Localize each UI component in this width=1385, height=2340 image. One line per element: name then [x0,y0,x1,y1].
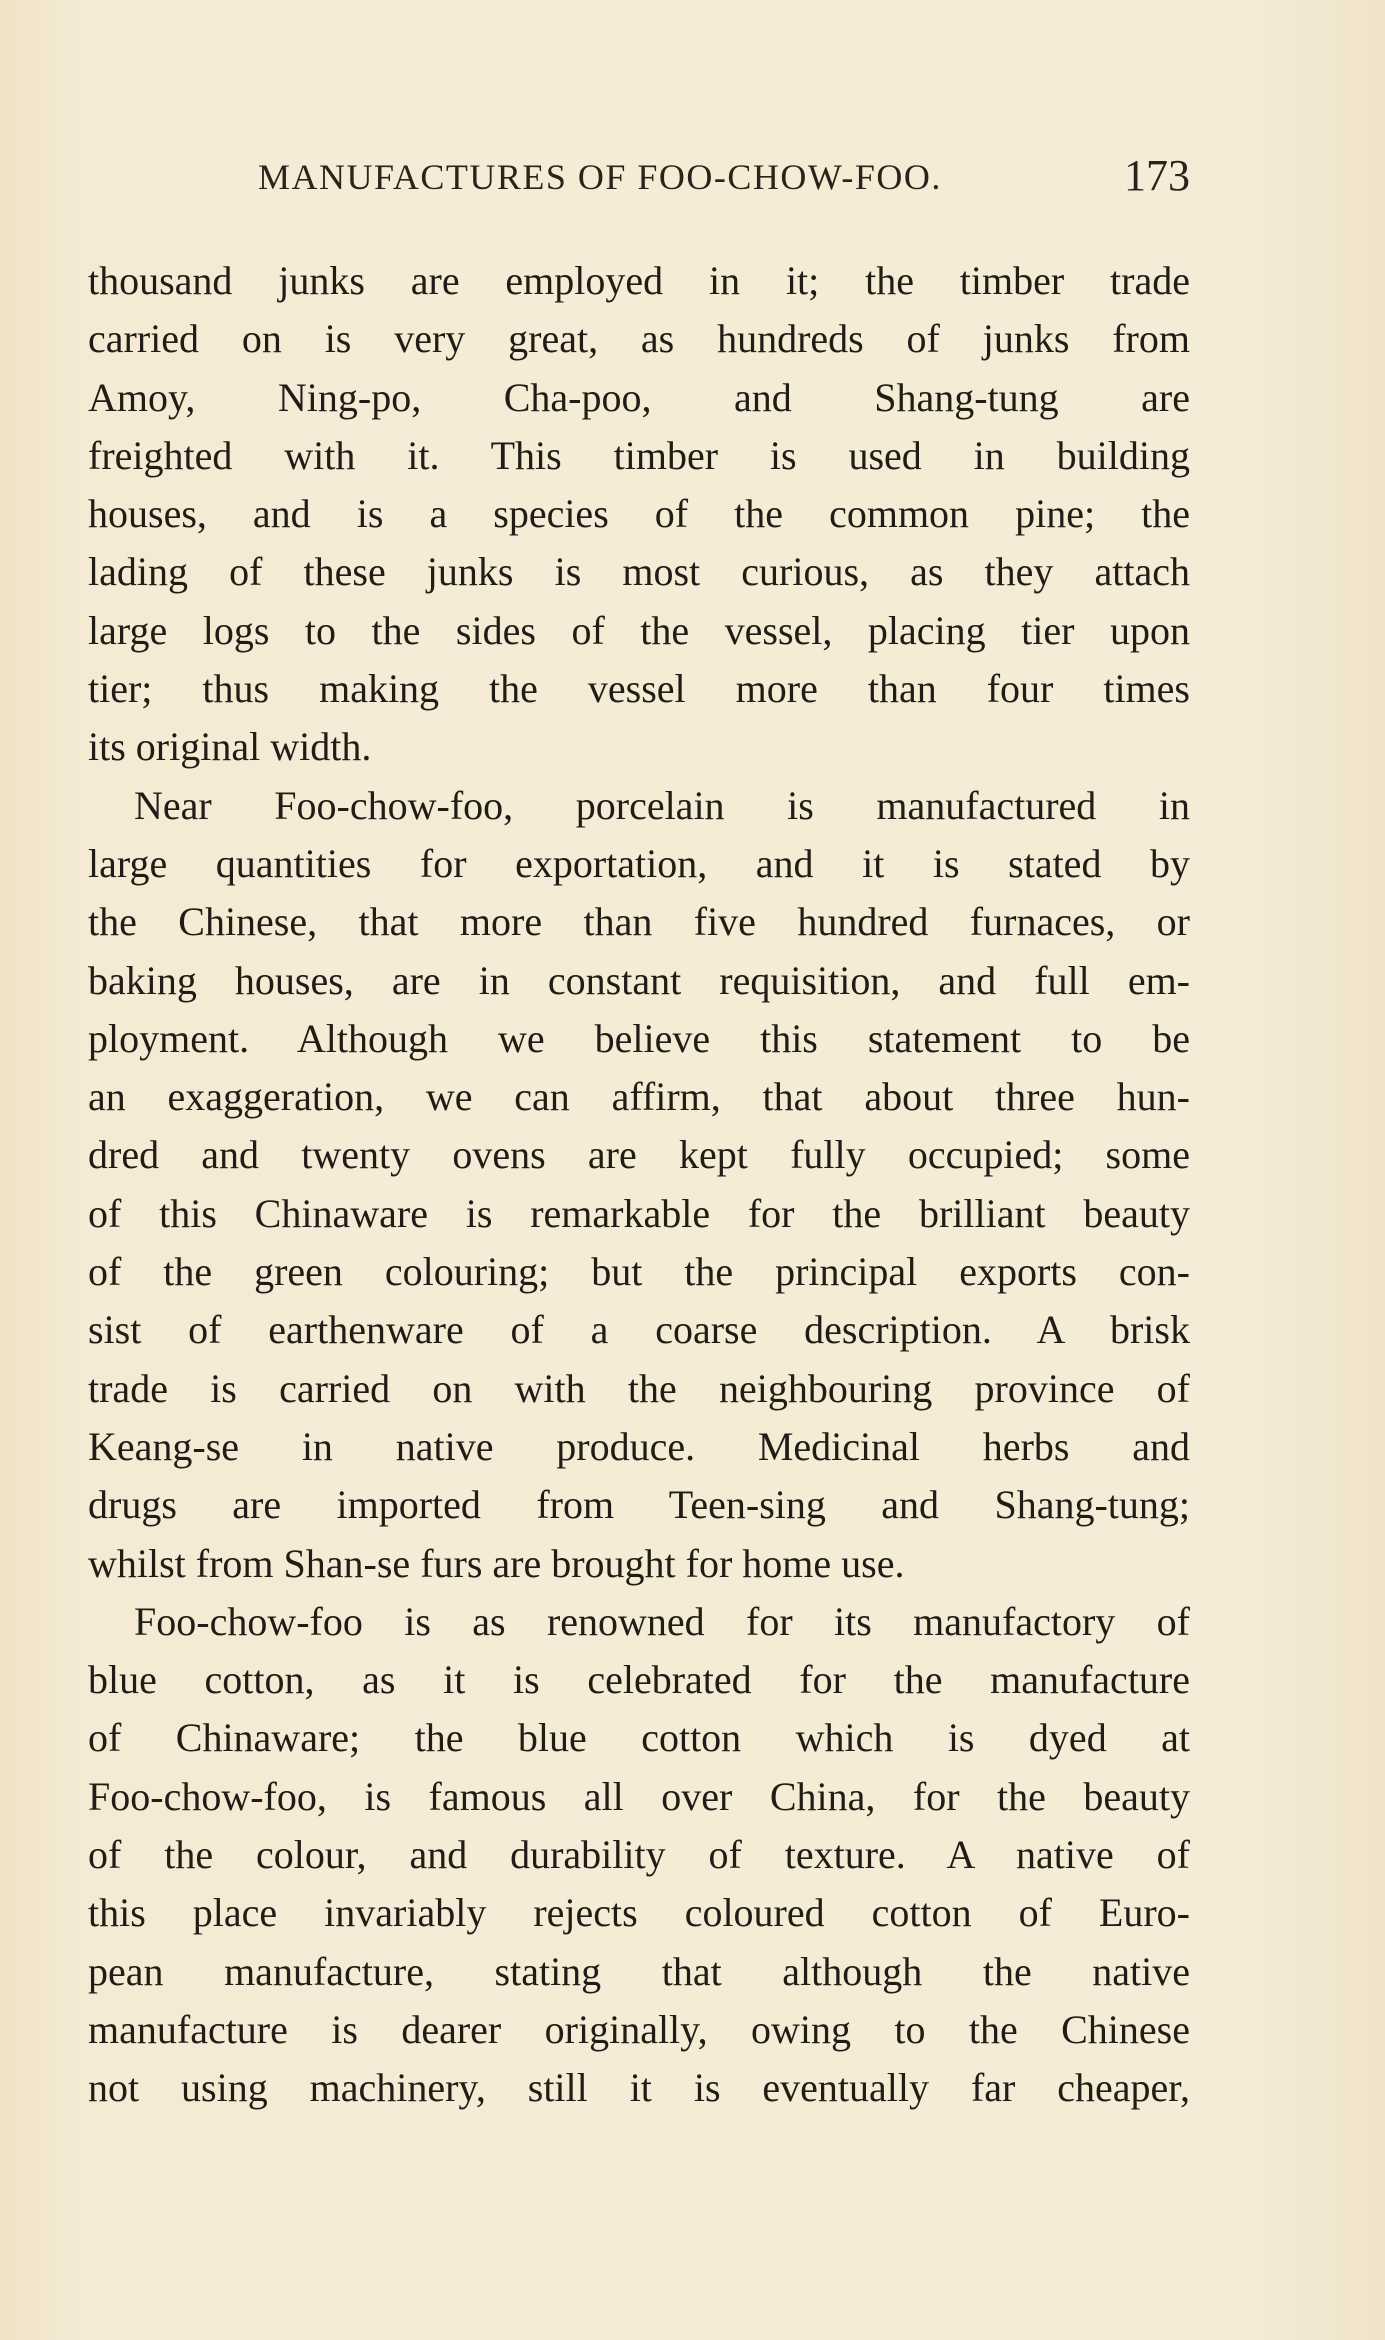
running-head [88,150,1190,200]
text-line: not using machinery, still it is eventually far cheaper, [88,2065,1190,2111]
text-line: large quantities for exportation, and it is stated by [88,840,1190,886]
text-line: of the green colouring; but the principal exports con- [88,1249,1190,1295]
text-line: baking houses, are in constant requisition, and full em- [88,957,1190,1003]
text-line: tier; thus making the vessel more than four times [88,666,1190,712]
text-line: drugs are imported from Teen-sing and Shang-tung; [88,1482,1190,1528]
text-line: this place invariably rejects coloured cotton of Euro- [88,1890,1190,1936]
text-line: manufacture is dearer originally, owing to the Chinese [88,2006,1190,2052]
text-line: houses, and is a species of the common pine; the [88,491,1190,537]
running-title: MANUFACTURES OF FOO-CHOW-FOO. [258,157,942,197]
text-line: of the colour, and durability of texture. A native of [88,1832,1190,1878]
text-line: the Chinese, that more than five hundred furnaces, or [88,899,1190,945]
text-line: lading of these junks is most curious, as they attach [88,549,1190,595]
text-line: large logs to the sides of the vessel, placing tier upon [88,607,1190,653]
body-text [88,252,1190,2118]
page-number: 173 [1124,151,1190,200]
text-line: thousand junks are employed in it; the timber trade [88,258,1190,303]
text-line: dred and twenty ovens are kept fully occupied; some [88,1132,1190,1178]
text-line: an exaggeration, we can affirm, that about three hun- [88,1074,1190,1120]
text-line: freighted with it. This timber is used in building [88,432,1190,478]
text-line: carried on is very great, as hundreds of junks from [88,316,1190,362]
text-line: its original width. [88,724,372,770]
text-line: Amoy, Ning-po, Cha-poo, and Shang-tung are [88,374,1190,420]
text-line: pean manufacture, stating that although the native [88,1948,1190,1994]
text-line: blue cotton, as it is celebrated for the manufacture [88,1657,1190,1703]
text-line: whilst from Shan-se furs are brought for home use. [88,1540,905,1586]
text-line: of this Chinaware is remarkable for the brilliant beauty [88,1190,1190,1236]
text-line: Foo-chow-foo is as renowned for its manufactory of [134,1598,1190,1644]
text-line: of Chinaware; the blue cotton which is dyed at [88,1715,1190,1761]
text-line: Keang-se in native produce. Medicinal herbs and [88,1423,1190,1469]
text-line: ployment. Although we believe this statement to be [88,1015,1190,1061]
text-line: Foo-chow-foo, is famous all over China, for the beauty [88,1773,1190,1819]
text-line: trade is carried on with the neighbouring province of [88,1365,1190,1411]
text-line: sist of earthenware of a coarse description. A brisk [88,1307,1190,1353]
text-line: Near Foo-chow-foo, porcelain is manufactured in [134,782,1190,828]
